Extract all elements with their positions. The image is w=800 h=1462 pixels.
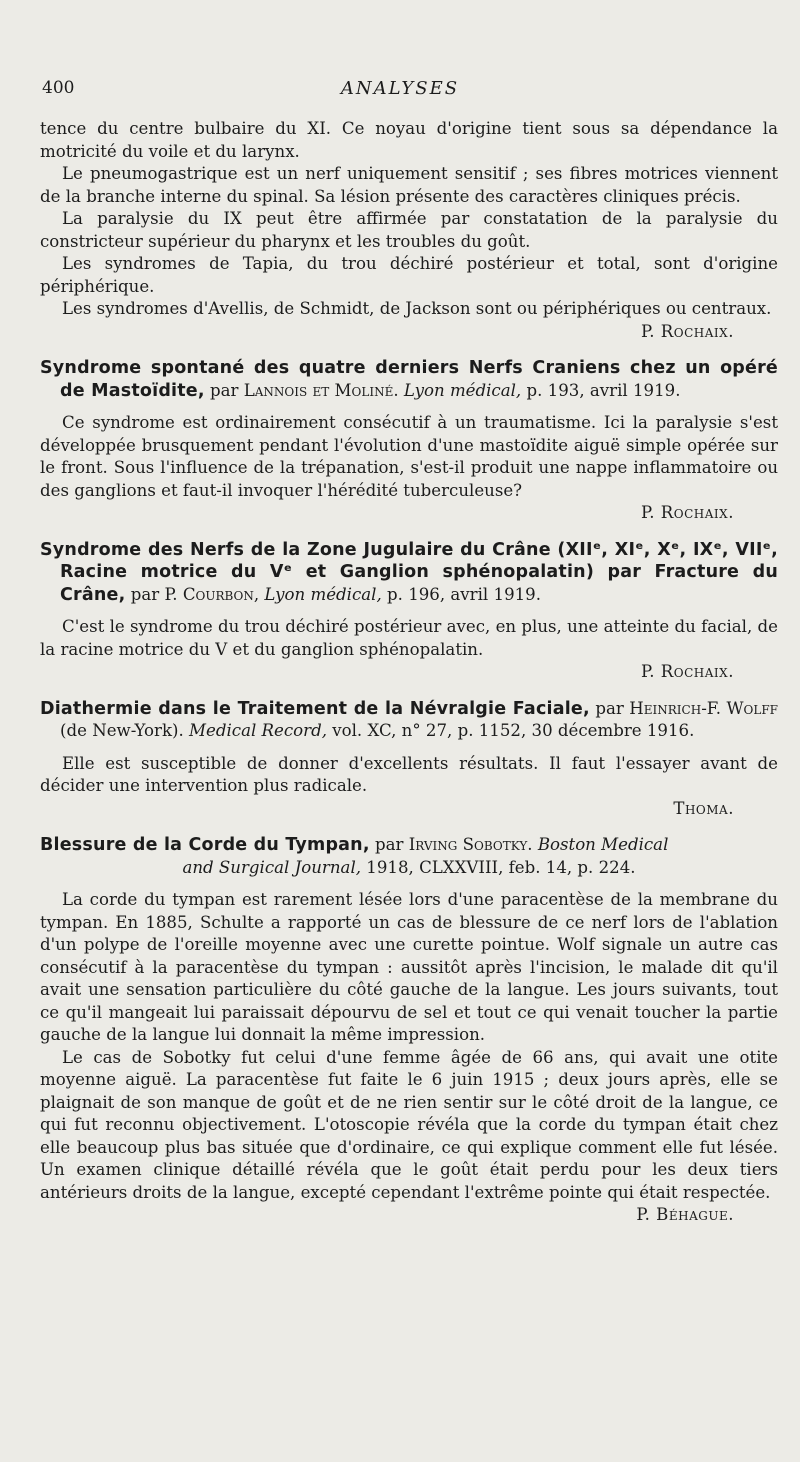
intro-paragraph-1: tence du centre bulbaire du XI. Ce noyau d'origine tient sous sa dépendance la motricité du voile et du larynx. <box>40 119 778 161</box>
running-head <box>42 78 758 102</box>
entry-heading: Blessure de la Corde du Tympan, par Irving Sobotky. Boston Medical and Surgical Journal, 1918, CLXXVIII, feb. 14, p. 224. <box>40 835 669 877</box>
entry-heading: Diathermie dans le Traitement de la Névralgie Faciale, par Heinrich-F. Wolff (de New-York). Medical Record, vol. XC, n° 27, p. 1152, 30 décembre 1916. <box>40 698 779 740</box>
entry-journal: Boston Medical <box>532 835 669 854</box>
intro-paragraph-3: La paralysie du IX peut être affirmée par constatation de la paralysie du constricteur supérieur du pharynx et les troubles du goût. <box>40 209 778 251</box>
entry-body: Le cas de Sobotky fut celui d'une femme âgée de 66 ans, qui avait une otite moyenne aiguë. La paracentèse fut faite le 6 juin 1915 ; deux jours après, elle se plaignait de son manque de goût et de ne rien sentir sur le côté droit de la langue, ce qui fut reconnu objectivement. L'otoscopie révéla que la corde du tympan était chez elle beaucoup plus bas située que d'ordinaire, ce qui explique comment elle fut lésée. Un examen clinique détaillé révéla que le goût était perdu pour les deux tiers antérieurs droits de la langue, excepté cependant l'extrême pointe qui était respectée. <box>40 1047 778 1202</box>
intro-paragraph-4: Les syndromes de Tapia, du trou déchiré postérieur et total, sont d'origine périphérique. <box>40 254 778 296</box>
entry-title: Syndrome des Nerfs de la Zone Jugulaire du Crâne (XIIᵉ, XIᵉ, Xᵉ, IXᵉ, VIIᵉ, Racine motrice du Vᵉ et Ganglion sphénopalatin) par Fracture du Crâne, <box>40 539 778 605</box>
entry-heading: Syndrome des Nerfs de la Zone Jugulaire du Crâne (XIIᵉ, XIᵉ, Xᵉ, IXᵉ, VIIᵉ, Racine motrice du Vᵉ et Ganglion sphénopalatin) par Fracture du Crâne, par P. Courbon, Lyon médical, p. 196, avril 1919. <box>40 539 778 605</box>
entry-citation: p. 193, avril 1919. <box>521 380 681 400</box>
entry-journal: Lyon médical, <box>398 380 522 400</box>
entry-title: Blessure de la Corde du Tympan, <box>40 835 370 855</box>
entry-authors: Heinrich-F. Wolff <box>629 698 779 718</box>
entry-body: Ce syndrome est ordinairement consécutif à un traumatisme. Ici la paralysie s'est développée brusquement pendant l'évolution d'une mastoïdite aiguë simple opérée sur le front. Sous l'influence de la trépanation, s'est-il produit une nappe inflammatoire ou des ganglions et faut-il invoquer l'hérédité tuberculeuse? <box>40 413 778 500</box>
entry-journal: Lyon médical, <box>259 584 382 604</box>
entry-citation: 1918, CLXXVIII, feb. 14, p. 224. <box>361 857 636 877</box>
analysis-entry <box>40 834 778 1227</box>
signature: P. Béhague. <box>636 1205 734 1224</box>
analysis-entry <box>40 698 778 821</box>
intro-paragraph-2: Le pneumogastrique est un nerf uniquement sensitif ; ses fibres motrices viennent de la branche interne du spinal. Sa lésion présente des caractères cliniques précis. <box>40 164 778 206</box>
analysis-entry <box>40 357 778 525</box>
analysis-entry <box>40 539 778 684</box>
entry-body: Elle est susceptible de donner d'excellents résultats. Il faut l'essayer avant de décider une intervention plus radicale. <box>40 753 778 795</box>
entry-journal: Medical Record, <box>183 721 327 740</box>
entry-authors: Lannois et Moliné. <box>243 380 399 400</box>
page-number: 400 <box>42 78 75 98</box>
entry-citation: vol. XC, n° 27, p. 1152, 30 décembre 1916. <box>326 721 695 740</box>
entry-title: Diathermie dans le Traitement de la Névralgie Faciale, <box>40 698 590 719</box>
entry-heading: Syndrome spontané des quatre derniers Nerfs Craniens chez un opéré de Mastoïdite, par Lannois et Moliné. Lyon médical, p. 193, avril 1919. <box>40 358 778 401</box>
signature: P. Rochaix. <box>640 321 734 341</box>
signature: Thoma. <box>673 798 734 818</box>
entry-body: C'est le syndrome du trou déchiré postérieur avec, en plus, une atteinte du facial, de la racine motrice du V et du ganglion sphénopalatin. <box>40 617 778 659</box>
intro-paragraph-5: Les syndromes d'Avellis, de Schmidt, de Jackson sont ou périphériques ou centraux. <box>62 299 772 318</box>
entry-journal-continued: and Surgical Journal, <box>182 857 362 877</box>
signature: P. Rochaix. <box>640 662 734 681</box>
entry-body: La corde du tympan est rarement lésée lors d'une paracentèse de la membrane du tympan. En 1885, Schulte a rapporté un cas de blessure de ce nerf lors de l'ablation d'un polype de l'oreille moyenne avec une curette pointue. Wolf signale un autre cas consécutif à la paracentèse du tympan : aussitôt après l'incision, le malade dit qu'il avait une sensation particulière du côté gauche de la langue. Les jours suivants, tout ce qu'il mangeait lui paraissait dépourvu de sel et tout ce qui venait toucher la partie gauche de la langue lui donnait la même impression. <box>40 890 778 1044</box>
entry-authors: P. Courbon, <box>164 584 260 604</box>
section-title: ANALYSES <box>340 78 460 99</box>
entry-citation: p. 196, avril 1919. <box>381 584 542 604</box>
signature: P. Rochaix. <box>640 503 734 522</box>
entry-authors: Irving Sobotky. <box>408 835 533 854</box>
entry-title: Syndrome spontané des quatre derniers Nerfs Craniens chez un opéré de Mastoïdite, <box>40 358 778 401</box>
page-content <box>40 118 778 1227</box>
